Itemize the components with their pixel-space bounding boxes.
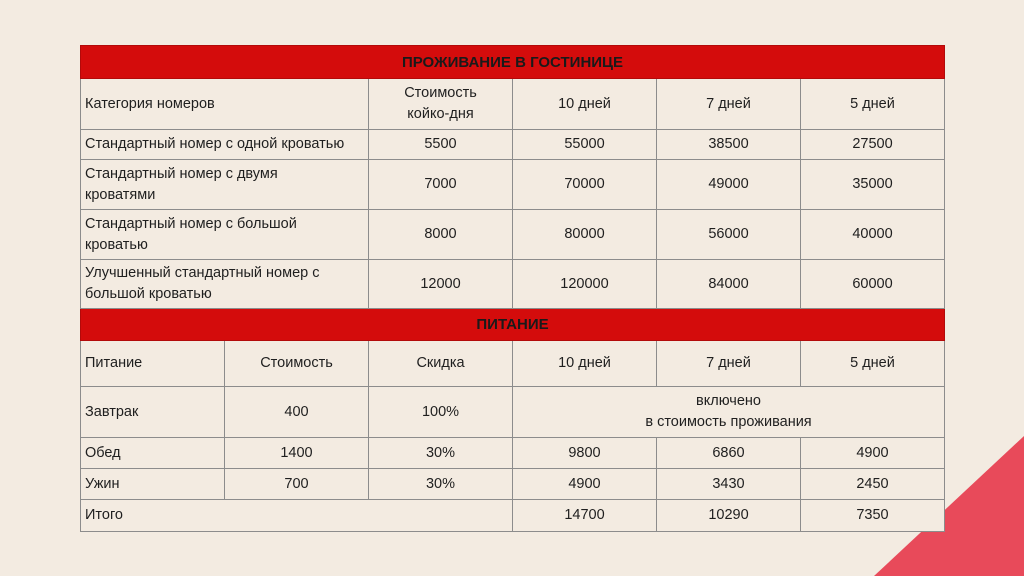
meal-10-days: 4900 xyxy=(513,469,657,500)
meals-header-row xyxy=(81,341,945,387)
meals-header-discount: Скидка xyxy=(369,341,513,387)
meal-10-days: 9800 xyxy=(513,438,657,469)
meals-header-7-days: 7 дней xyxy=(657,341,801,387)
meal-name: Обед xyxy=(81,438,225,469)
room-cost: 5500 xyxy=(369,130,513,160)
room-name-line2: большой кроватью xyxy=(85,286,212,302)
room-5-days: 35000 xyxy=(801,160,945,210)
room-name xyxy=(81,160,369,210)
meal-5-days: 4900 xyxy=(801,438,945,469)
table-row xyxy=(81,260,945,309)
room-name xyxy=(81,210,369,260)
meal-discount: 30% xyxy=(369,469,513,500)
meal-cost: 400 xyxy=(225,387,369,438)
room-name-line1: Стандартный номер с двумя xyxy=(85,165,278,182)
header-cost-line1: Стоимость xyxy=(404,85,477,101)
meals-section-header xyxy=(81,309,945,341)
included-note-line1: включено xyxy=(696,393,761,409)
room-name xyxy=(81,260,369,309)
header-cost-line2: койко-дня xyxy=(407,106,474,122)
room-name-line2: кроватью xyxy=(85,236,148,253)
header-5-days: 5 дней xyxy=(801,79,945,130)
meal-name: Завтрак xyxy=(81,387,225,438)
room-10-days: 80000 xyxy=(513,210,657,260)
room-cost: 7000 xyxy=(369,160,513,210)
table-row xyxy=(81,210,945,260)
meals-header-5-days: 5 дней xyxy=(801,341,945,387)
meal-name: Ужин xyxy=(81,469,225,500)
room-10-days: 120000 xyxy=(513,260,657,309)
room-7-days: 56000 xyxy=(657,210,801,260)
room-5-days: 60000 xyxy=(801,260,945,309)
table-row xyxy=(81,469,945,500)
table-row xyxy=(81,438,945,469)
total-5-days: 7350 xyxy=(801,500,945,532)
header-10-days: 10 дней xyxy=(513,79,657,130)
hotel-price-table xyxy=(80,45,945,532)
meals-header-10-days: 10 дней xyxy=(513,341,657,387)
room-name-line2: кроватями xyxy=(85,186,156,203)
room-name-line1: Стандартный номер с большой xyxy=(85,215,297,232)
meal-cost: 700 xyxy=(225,469,369,500)
header-category: Категория номеров xyxy=(81,79,369,130)
room-cost: 12000 xyxy=(369,260,513,309)
header-cost xyxy=(369,79,513,130)
table-row xyxy=(81,387,945,438)
meal-discount: 30% xyxy=(369,438,513,469)
included-note-line2: в стоимость проживания xyxy=(645,414,812,430)
accommodation-header-row xyxy=(81,79,945,130)
meal-discount: 100% xyxy=(369,387,513,438)
table-row xyxy=(81,130,945,160)
room-5-days: 27500 xyxy=(801,130,945,160)
total-7-days: 10290 xyxy=(657,500,801,532)
room-cost: 8000 xyxy=(369,210,513,260)
meals-header-name: Питание xyxy=(81,341,225,387)
meal-7-days: 6860 xyxy=(657,438,801,469)
meals-header-cost: Стоимость xyxy=(225,341,369,387)
total-10-days: 14700 xyxy=(513,500,657,532)
accommodation-title: ПРОЖИВАНИЕ В ГОСТИНИЦЕ xyxy=(81,46,945,79)
header-7-days: 7 дней xyxy=(657,79,801,130)
room-5-days: 40000 xyxy=(801,210,945,260)
room-name: Стандартный номер с одной кроватью xyxy=(81,130,369,160)
breakfast-included-note xyxy=(513,387,945,438)
room-7-days: 38500 xyxy=(657,130,801,160)
meal-7-days: 3430 xyxy=(657,469,801,500)
room-10-days: 55000 xyxy=(513,130,657,160)
table-row xyxy=(81,160,945,210)
room-7-days: 49000 xyxy=(657,160,801,210)
total-row xyxy=(81,500,945,532)
accommodation-section-header xyxy=(81,46,945,79)
room-10-days: 70000 xyxy=(513,160,657,210)
total-label: Итого xyxy=(81,500,513,532)
meal-5-days: 2450 xyxy=(801,469,945,500)
meal-cost: 1400 xyxy=(225,438,369,469)
meals-title: ПИТАНИЕ xyxy=(81,309,945,341)
room-name-line1: Улучшенный стандартный номер с xyxy=(85,265,320,281)
room-7-days: 84000 xyxy=(657,260,801,309)
